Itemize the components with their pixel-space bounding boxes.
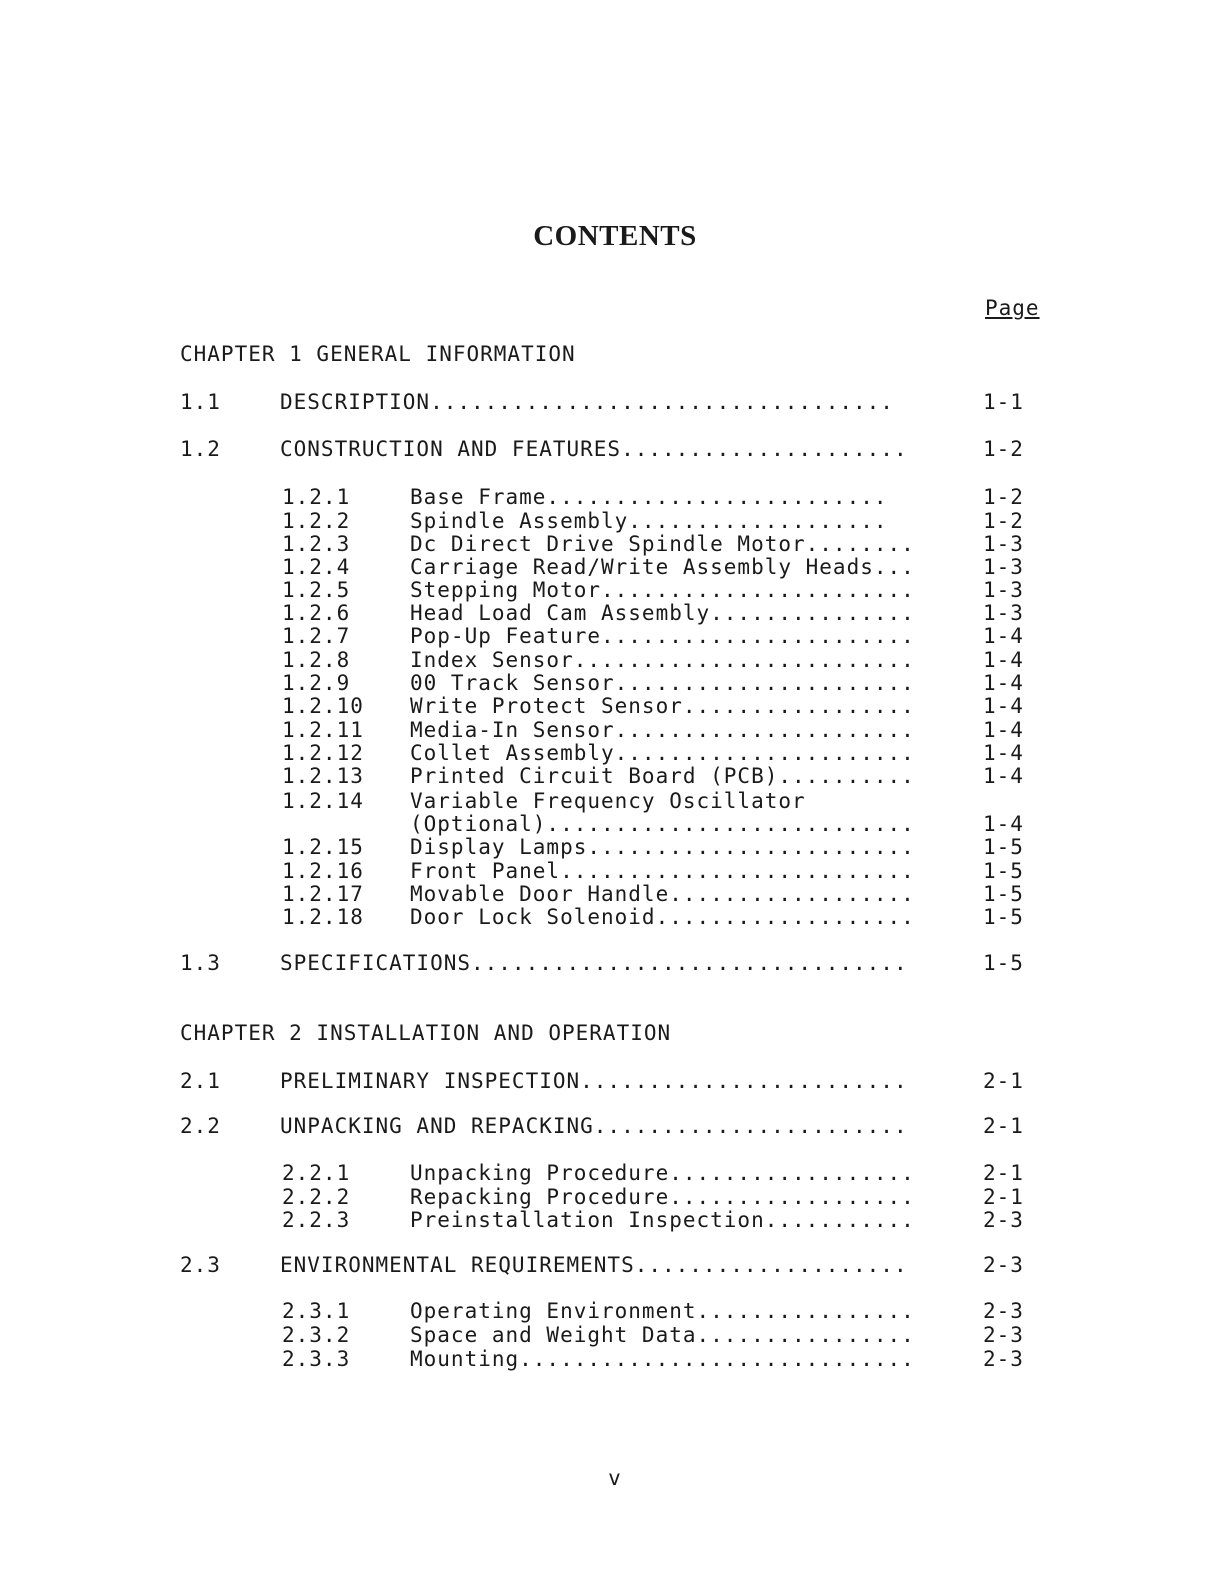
subsection-title: Preinstallation Inspection........... — [410, 1208, 915, 1232]
section-title: SPECIFICATIONS................................ — [280, 951, 908, 975]
subsection-page: 1-4 — [983, 812, 1024, 836]
subsection-title: Spindle Assembly................... — [410, 509, 888, 533]
subsection-page: 1-5 — [983, 859, 1024, 883]
subsection-page: 2-3 — [983, 1347, 1024, 1371]
subsection-number: 1.2.18 — [282, 905, 364, 929]
section-number: 2.1 — [180, 1069, 221, 1093]
subsection-page: 1-4 — [983, 741, 1024, 765]
subsection-number: 1.2.3 — [282, 532, 351, 556]
subsection-number: 1.2.2 — [282, 509, 351, 533]
subsection-title: Unpacking Procedure.................. — [410, 1161, 915, 1185]
page-title: CONTENTS — [533, 220, 697, 252]
subsection-page: 1-4 — [983, 671, 1024, 695]
subsection-title: Repacking Procedure.................. — [410, 1185, 915, 1209]
subsection-number: 2.2.1 — [282, 1161, 351, 1185]
subsection-page: 1-2 — [983, 509, 1024, 533]
subsection-page: 2-1 — [983, 1161, 1024, 1185]
subsection-title: Mounting............................. — [410, 1347, 915, 1371]
section-page: 2-1 — [983, 1114, 1024, 1138]
section-number: 2.3 — [180, 1253, 221, 1277]
subsection-title: Collet Assembly...................... — [410, 741, 915, 765]
subsection-number: 1.2.15 — [282, 835, 364, 859]
subsection-title: Carriage Read/Write Assembly Heads... — [410, 555, 915, 579]
subsection-number: 1.2.7 — [282, 624, 351, 648]
subsection-title: Movable Door Handle.................. — [410, 882, 915, 906]
section-title: DESCRIPTION.................................. — [280, 390, 894, 414]
section-page: 2-3 — [983, 1253, 1024, 1277]
section-number: 1.3 — [180, 951, 221, 975]
subsection-number: 1.2.4 — [282, 555, 351, 579]
subsection-title: Media-In Sensor...................... — [410, 718, 915, 742]
subsection-page: 1-4 — [983, 648, 1024, 672]
subsection-page: 1-3 — [983, 555, 1024, 579]
subsection-page: 2-3 — [983, 1299, 1024, 1323]
subsection-number: 1.2.13 — [282, 764, 364, 788]
subsection-page: 1-3 — [983, 532, 1024, 556]
subsection-page: 1-4 — [983, 718, 1024, 742]
section-number: 1.1 — [180, 390, 221, 414]
subsection-number: 1.2.6 — [282, 601, 351, 625]
subsection-number: 1.2.11 — [282, 718, 364, 742]
section-title: PRELIMINARY INSPECTION........................ — [280, 1069, 908, 1093]
subsection-title: Variable Frequency Oscillator — [410, 789, 806, 813]
section-number: 2.2 — [180, 1114, 221, 1138]
subsection-page: 1-3 — [983, 601, 1024, 625]
subsection-number: 1.2.12 — [282, 741, 364, 765]
subsection-page: 1-4 — [983, 694, 1024, 718]
subsection-page: 2-3 — [983, 1208, 1024, 1232]
subsection-title: Index Sensor......................... — [410, 648, 915, 672]
subsection-number: 1.2.16 — [282, 859, 364, 883]
subsection-title: Head Load Cam Assembly............... — [410, 601, 915, 625]
subsection-title: Operating Environment................ — [410, 1299, 915, 1323]
section-page: 2-1 — [983, 1069, 1024, 1093]
subsection-title: Space and Weight Data................ — [410, 1323, 915, 1347]
subsection-page: 2-3 — [983, 1323, 1024, 1347]
subsection-title: Door Lock Solenoid................... — [410, 905, 915, 929]
subsection-number: 2.2.3 — [282, 1208, 351, 1232]
page-column-label: Page — [985, 296, 1040, 320]
subsection-page: 1-5 — [983, 905, 1024, 929]
section-page: 1-1 — [983, 390, 1024, 414]
subsection-page: 1-2 — [983, 485, 1024, 509]
section-page: 1-2 — [983, 437, 1024, 461]
subsection-title: Front Panel.......................... — [410, 859, 915, 883]
subsection-title: Write Protect Sensor................. — [410, 694, 915, 718]
subsection-title: Pop-Up Feature....................... — [410, 624, 915, 648]
subsection-title: Display Lamps........................ — [410, 835, 915, 859]
section-title: CONSTRUCTION AND FEATURES..................... — [280, 437, 908, 461]
subsection-number: 2.3.1 — [282, 1299, 351, 1323]
subsection-number: 1.2.1 — [282, 485, 351, 509]
subsection-title: Dc Direct Drive Spindle Motor........ — [410, 532, 915, 556]
subsection-page: 1-4 — [983, 624, 1024, 648]
subsection-number: 1.2.5 — [282, 578, 351, 602]
section-page: 1-5 — [983, 951, 1024, 975]
subsection-number: 2.2.2 — [282, 1185, 351, 1209]
subsection-number: 1.2.10 — [282, 694, 364, 718]
subsection-title: Stepping Motor....................... — [410, 578, 915, 602]
subsection-page: 2-1 — [983, 1185, 1024, 1209]
footer-page-number: v — [608, 1466, 622, 1490]
subsection-page: 1-5 — [983, 835, 1024, 859]
subsection-number: 1.2.8 — [282, 648, 351, 672]
subsection-page: 1-5 — [983, 882, 1024, 906]
chapter-1-heading: CHAPTER 1 GENERAL INFORMATION — [180, 342, 576, 366]
subsection-number: 1.2.14 — [282, 789, 364, 813]
subsection-page: 1-3 — [983, 578, 1024, 602]
subsection-number: 2.3.3 — [282, 1347, 351, 1371]
subsection-page: 1-4 — [983, 764, 1024, 788]
subsection-number: 1.2.9 — [282, 671, 351, 695]
chapter-2-heading: CHAPTER 2 INSTALLATION AND OPERATION — [180, 1021, 672, 1045]
section-title: ENVIRONMENTAL REQUIREMENTS.................... — [280, 1253, 908, 1277]
section-title: UNPACKING AND REPACKING....................... — [280, 1114, 908, 1138]
subsection-title: 00 Track Sensor...................... — [410, 671, 915, 695]
subsection-title: Printed Circuit Board (PCB).......... — [410, 764, 915, 788]
subsection-title: Base Frame......................... — [410, 485, 888, 509]
subsection-number: 2.3.2 — [282, 1323, 351, 1347]
subsection-number: 1.2.17 — [282, 882, 364, 906]
subsection-title: (Optional)........................... — [410, 812, 915, 836]
section-number: 1.2 — [180, 437, 221, 461]
